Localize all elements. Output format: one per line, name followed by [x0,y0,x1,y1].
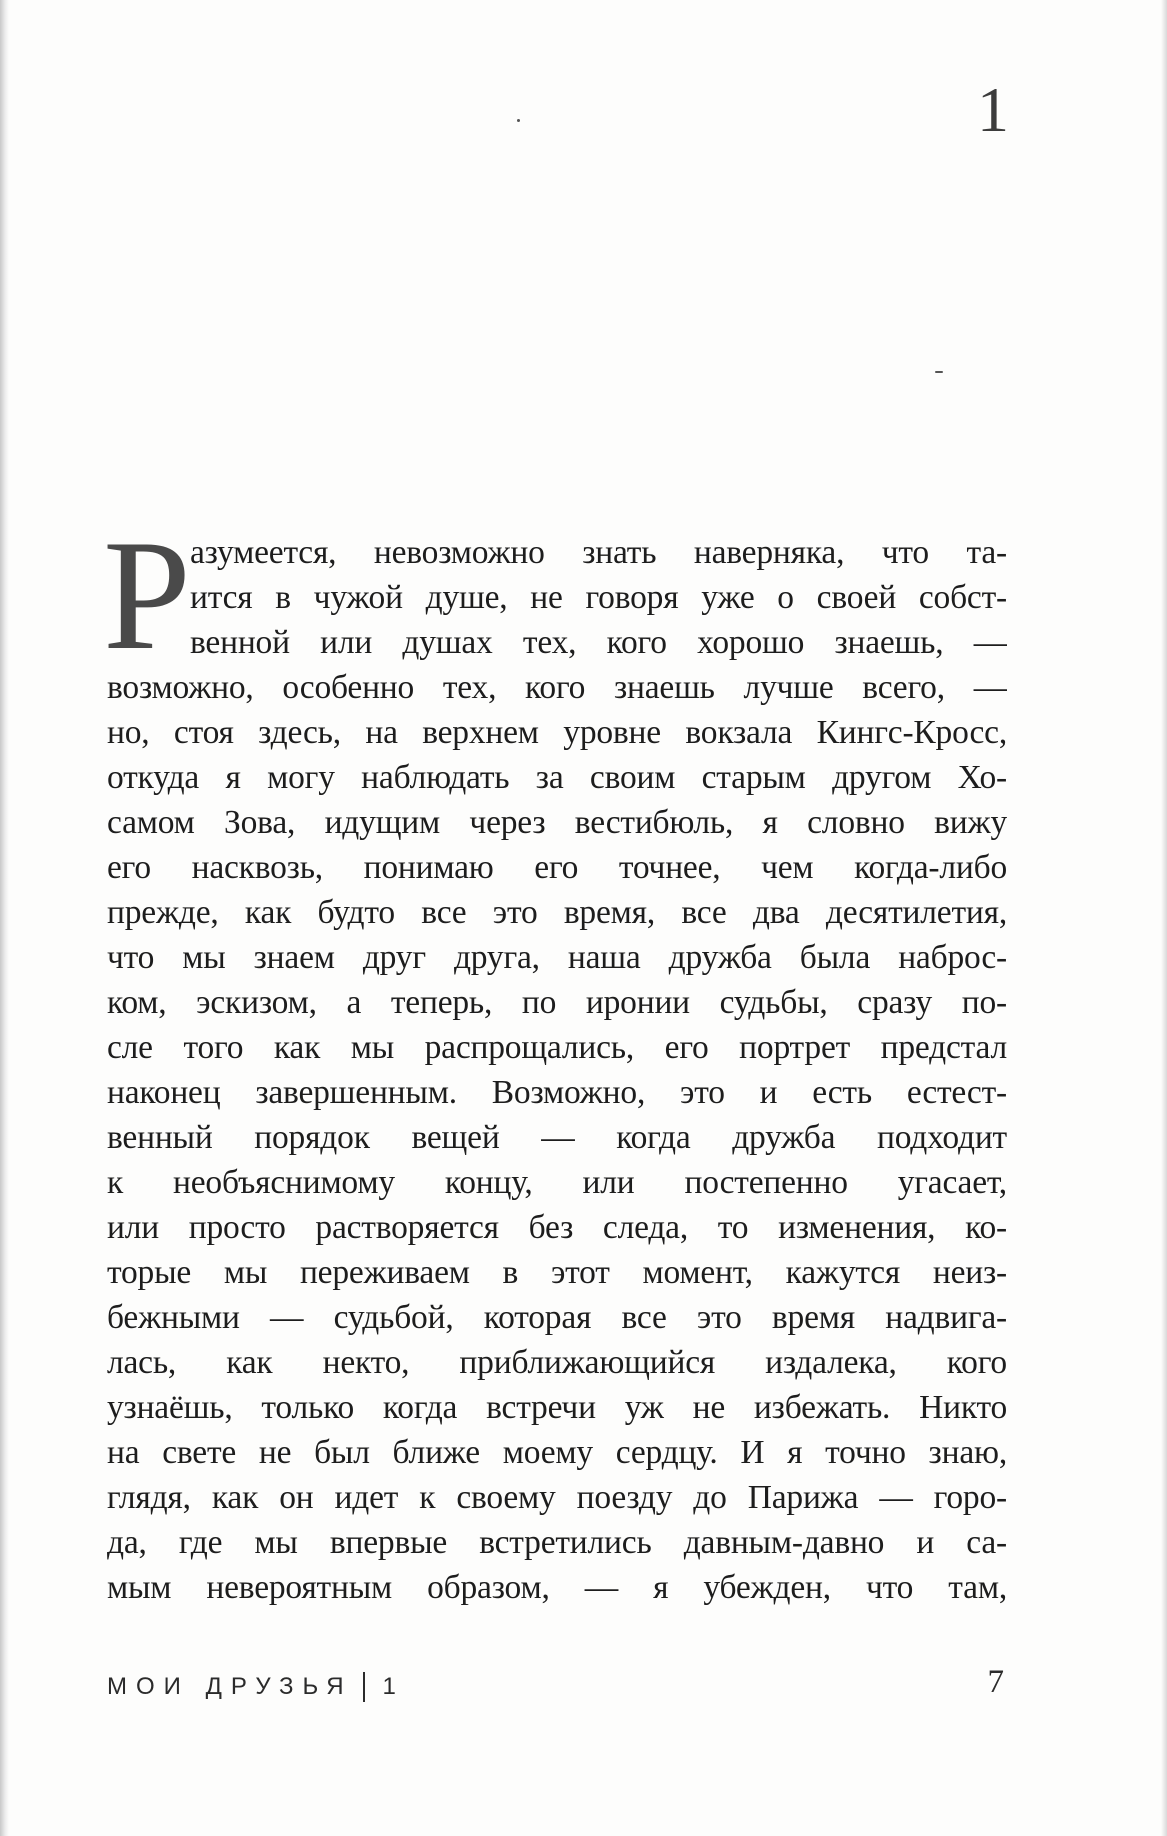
paper-speck [517,119,520,122]
text-line: торые мы переживаем в этот момент, кажутся неиз- [107,1254,1007,1291]
running-title: МОИ ДРУЗЬЯ [107,1673,353,1700]
text-line: к необъяснимому концу, или постепенно угасает, [107,1164,1007,1201]
body-text [107,530,1007,1610]
drop-cap: Р [103,508,191,683]
text-line: да, где мы впервые встретились давным-давно и са- [107,1524,1007,1561]
text-line: или просто растворяется без следа, то изменения, ко- [107,1209,1007,1246]
text-line: глядя, как он идет к своему поезду до Парижа — горо- [107,1479,1007,1516]
page-edge-left [0,0,9,1836]
text-line: что мы знаем друг друга, наша дружба была наброс- [107,939,1007,976]
running-footer [107,1672,405,1702]
text-line: откуда я могу наблюдать за своим старым другом Хо- [107,759,1007,796]
paper-speck [935,371,943,373]
text-line: сле того как мы распрощались, его портрет предстал [107,1029,1007,1066]
text-line: наконец завершенным. Возможно, это и есть естест- [107,1074,1007,1111]
text-line: возможно, особенно тех, кого знаешь лучше всего, — [107,669,1007,706]
chapter-reference: 1 [382,1673,405,1700]
chapter-number: 1 [977,74,1009,145]
text-line: ится в чужой душе, не говоря уже о своей собст- [190,579,1007,616]
page-number: 7 [987,1664,1004,1700]
text-line: азумеется, невозможно знать наверняка, что та- [190,534,1007,571]
text-line: на свете не был ближе моему сердцу. И я точно знаю, [107,1434,1007,1471]
text-line: венный порядок вещей — когда дружба подходит [107,1119,1007,1156]
text-line: но, стоя здесь, на верхнем уровне вокзала Кингс-Кросс, [107,714,1007,751]
text-line: узнаёшь, только когда встречи уж не избежать. Никто [107,1389,1007,1426]
text-line: ком, эскизом, а теперь, по иронии судьбы, сразу по- [107,984,1007,1021]
text-line: венной или душах тех, кого хорошо знаешь, — [190,624,1007,661]
text-line: бежными — судьбой, которая все это время надвига- [107,1299,1007,1336]
text-line: прежде, как будто все это время, все два десятилетия, [107,894,1007,931]
text-line: мым невероятным образом, — я убежден, что там, [107,1569,1007,1606]
text-line: лась, как некто, приближающийся издалека, кого [107,1344,1007,1381]
text-line: его насквозь, понимаю его точнее, чем когда-либо [107,849,1007,886]
footer-separator [363,1672,365,1702]
page-edge-right [1161,0,1167,1836]
text-line: самом Зова, идущим через вестибюль, я словно вижу [107,804,1007,841]
